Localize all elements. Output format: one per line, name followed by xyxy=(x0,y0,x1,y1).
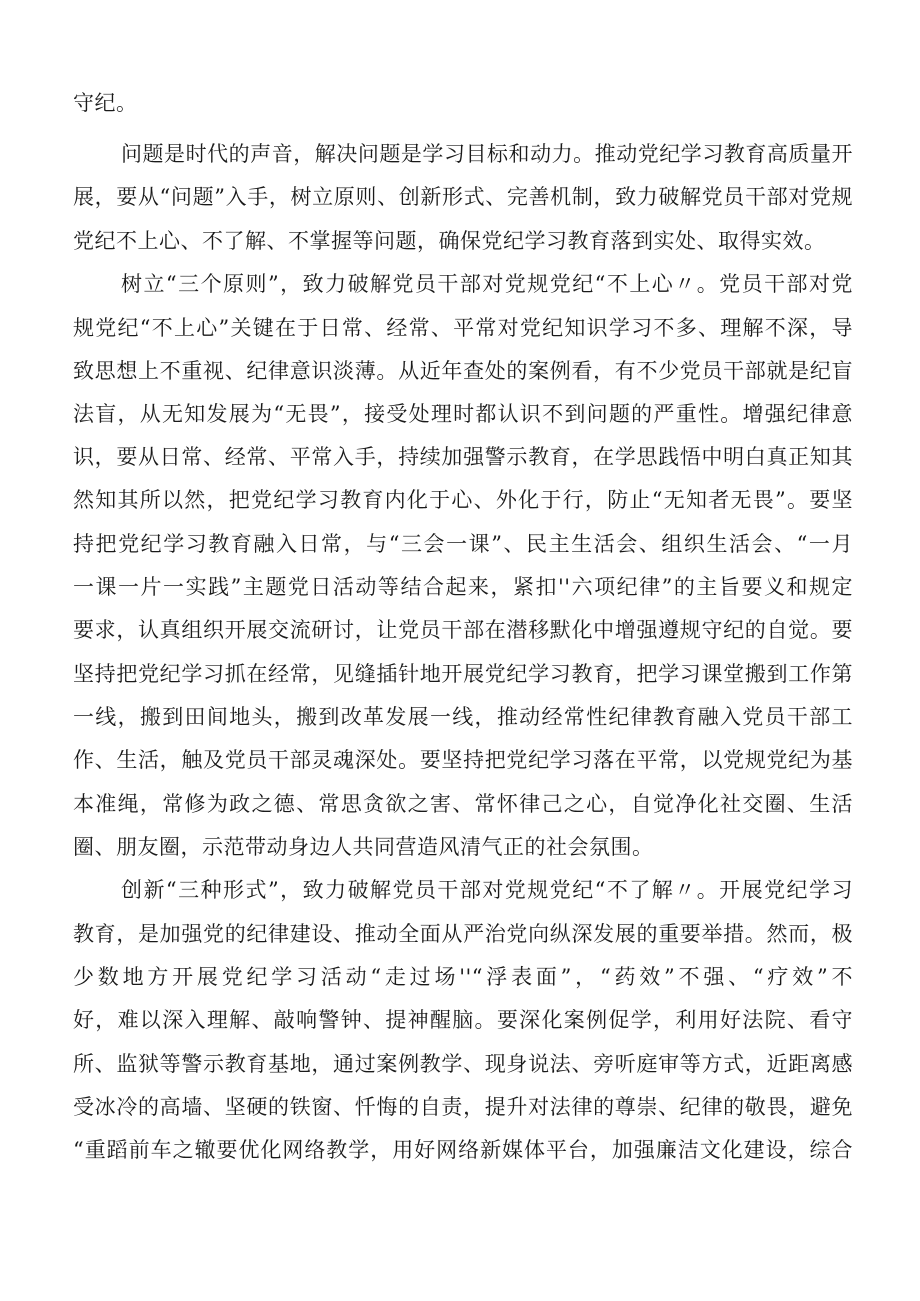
text-line: 所、监狱等警示教育基地，通过案例教学、现身说法、旁听庭审等方式，近距离感 xyxy=(73,1052,853,1076)
text-line: 持把党纪学习教育融入日常，与“三会一课”、民主生活会、组织生活会、“一月 xyxy=(73,532,853,556)
text-line: 少数地方开展党纪学习活动“走过场''“浮表面”，“药效”不强、“疗效”不 xyxy=(73,965,853,989)
text-line: 规党纪“不上心”关键在于日常、经常、平常对党纪知识学习不多、理解不深，导 xyxy=(73,316,853,340)
text-line: 好，难以深入理解、敲响警钟、提神醒脑。要深化案例促学，利用好法院、看守 xyxy=(73,1008,853,1032)
text-line: 党纪不上心、不了解、不掌握等问题，确保党纪学习教育落到实处、取得实效。 xyxy=(73,229,826,253)
text-line: 一课一片一实践”主题党日活动等结合起来，紧扣''六项纪律”的主旨要义和规定 xyxy=(73,575,853,599)
text-line: 守纪。 xyxy=(73,91,138,115)
text-line: 树立“三个原则”，致力破解党员干部对党规党纪“不上心〃。党员干部对党 xyxy=(121,272,853,296)
text-line: 展，要从“问题”入手，树立原则、创新形式、完善机制，致力破解党员干部对党规 xyxy=(73,185,853,209)
text-line: 创新“三种形式”，致力破解党员干部对党规党纪“不了解〃。开展党纪学习 xyxy=(121,878,853,902)
text-line: 一线，搬到田间地头，搬到改革发展一线，推动经常性纪律教育融入党员干部工 xyxy=(73,705,853,729)
text-line: 问题是时代的声音，解决问题是学习目标和动力。推动党纪学习教育高质量开 xyxy=(121,142,853,166)
text-line: 受冰冷的高墙、坚硬的铁窗、忏悔的自责，提升对法律的尊崇、纪律的敬畏，避免 xyxy=(73,1095,853,1119)
text-line: “重蹈前车之辙要优化网络教学，用好网络新媒体平台，加强廉洁文化建设，综合 xyxy=(73,1138,853,1162)
text-line: 要求，认真组织开展交流研讨，让党员干部在潜移默化中增强遵规守纪的自觉。要 xyxy=(73,618,853,642)
text-line: 作、生活，触及党员干部灵魂深处。要坚持把党纪学习落在平常，以党规党纪为基 xyxy=(73,748,853,772)
text-line: 圈、朋友圈，示范带动身边人共同营造风清气正的社会氛围。 xyxy=(73,835,654,859)
text-line: 法盲，从无知发展为“无畏”，接受处理时都认识不到问题的严重性。增强纪律意 xyxy=(73,402,853,426)
text-line: 教育，是加强党的纪律建设、推动全面从严治党向纵深发展的重要举措。然而，极 xyxy=(73,922,853,946)
text-line: 本准绳，常修为政之德、常思贪欲之害、常怀律己之心，自觉净化社交圈、生活 xyxy=(73,792,853,816)
text-line: 识，要从日常、经常、平常入手，持续加强警示教育，在学思践悟中明白真正知其 xyxy=(73,445,853,469)
text-line: 坚持把党纪学习抓在经常，见缝插针地开展党纪学习教育，把学习课堂搬到工作第 xyxy=(73,662,853,686)
text-line: 然知其所以然，把党纪学习教育内化于心、外化于行，防止“无知者无畏”。要坚 xyxy=(73,488,853,512)
text-line: 致思想上不重视、纪律意识淡薄。从近年查处的案例看，有不少党员干部就是纪盲 xyxy=(73,359,853,383)
